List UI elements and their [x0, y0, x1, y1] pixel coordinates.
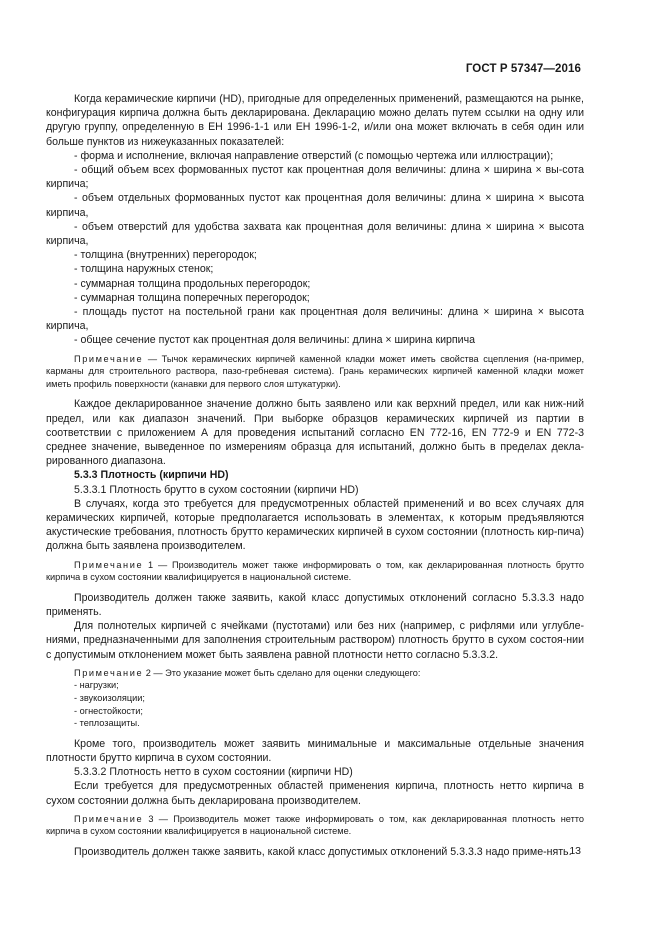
note-2-item: - звукоизоляции; — [74, 693, 145, 704]
note-label: Примечание — [74, 559, 144, 570]
list-item: - суммарная толщина продольных перегородок; — [74, 277, 311, 290]
note-label: Примечание — [74, 667, 144, 678]
note-2-item: - огнестойкости; — [74, 705, 143, 716]
note-text: 2 — Это указание может быть сделано для оценки следующего: — [143, 667, 421, 678]
section-heading-5-3-3-2: 5.3.3.2 Плотность нетто в сухом состоянии (кирпичи HD) — [74, 766, 353, 779]
declared-value-paragraph: Каждое декларированное значение должно быть заявлено или как верхний предел, или как ниж-ний предел, или как диапазон значений. При выборке образцов керамических кирпичей из партии в соответствии с приложением А для проведения испытаний согласно EN 772-16, EN 772-9 и EN 772-3 среднее значение, выведенное по измерениям образца для испытаний, должно быть в пределах декла-рированного диапазона. — [46, 398, 584, 468]
list-item: - толщина наружных стенок; — [74, 263, 214, 276]
standard-header: ГОСТ Р 57347—2016 — [465, 63, 581, 75]
note-1 — [46, 559, 584, 584]
cases-paragraph: В случаях, когда это требуется для предусмотренных областей применений и во всех случаях для керамических кирпичей, которые предполагается использовать в элементах, к которым предъявляются акустические требования, плотность брутто керамических кирпичей в сухом состоянии (плотность кир-пича) должна быть заявлена производителем. — [46, 497, 584, 553]
document-body — [46, 92, 584, 859]
tolerance-class-paragraph: Производитель должен также заявить, какой класс допустимых отклонений согласно 5.3.3.3 надо применять. — [46, 591, 584, 619]
list-item: - общее сечение пустот как процентная доля величины: длина × ширина кирпича — [74, 334, 475, 347]
note-text: 1 — Производитель может также информировать о том, как декларированная плотность брутто кирпича в сухом состоянии квалифицируется в национальной системе. — [46, 559, 584, 583]
note-surface — [46, 353, 584, 391]
intro-paragraph: Когда керамические кирпичи (HD), пригодные для определенных применений, размещаются на рынке, конфигурация кирпича должна быть декларирована. Декларацию можно делать путем ссылки на одну или другую группу, определенную в ЕН 1996-1-1 или ЕН 1996-1-2, и/или она может включать в себя один или больше пунктов из нижеуказанных показателей: — [46, 93, 584, 148]
list-item: - объем отверстий для удобства захвата как процентная доля величины: длина × ширина × высота кирпича, — [46, 220, 584, 248]
note-2 — [46, 667, 584, 680]
list-item: - общий объем всех формованных пустот как процентная доля величины: длина × ширина × вы-сота кирпича; — [46, 164, 584, 191]
solid-bricks-paragraph: Для полнотелых кирпичей с ячейками (пустотами) или без них (например, с рифлями или углубле-ниями, предназначенными для заполнения строительным раствором) плотность брутто в сухом состоя-нии с допустимым отклонением может быть заявлена равной плотности нетто согласно 5.3.3.2. — [46, 620, 584, 661]
section-heading-5-3-3-1: 5.3.3.1 Плотность брутто в сухом состоянии (кирпичи HD) — [74, 483, 359, 496]
note-text: — Тычок керамических кирпичей каменной кладки может иметь свойства сцепления (на-пример, карманы для строительного раствора, пазо-гребневая система). Грань керамических кирпичей каменной кладки может иметь профиль поверхности (канавки для первого слоя штукатурки). — [46, 353, 584, 389]
list-item: - площадь пустот на постельной грани как процентная доля величины: длина × ширина × высота кирпича, — [46, 306, 584, 333]
list-item: - форма и исполнение, включая направление отверстий (с помощью чертежа или иллюстрации); — [74, 149, 554, 162]
note-label: Примечание — [74, 813, 144, 824]
min-max-paragraph: Кроме того, производитель может заявить минимальные и максимальные отдельные значения плотности брутто кирпича в сухом состоянии. — [46, 737, 584, 765]
net-density-paragraph: Если требуется для предусмотренных областей применения кирпича, плотность нетто кирпича в сухом состоянии должна быть декларирована производителем. — [46, 780, 584, 807]
list-item: - суммарная толщина поперечных перегородок; — [74, 291, 310, 304]
list-item: - толщина (внутренних) перегородок; — [74, 249, 257, 262]
tolerance-class-paragraph-2: Производитель должен также заявить, какой класс допустимых отклонений 5.3.3.3 надо приме-нять. — [74, 846, 572, 859]
section-heading-5-3-3: 5.3.3 Плотность (кирпичи HD) — [74, 469, 229, 482]
list-item: - объем отдельных формованных пустот как процентная доля величины: длина × ширина × высота кирпича, — [46, 192, 584, 219]
note-2-item: - теплозащиты. — [74, 718, 140, 729]
note-3 — [46, 813, 584, 838]
note-text: 3 — Производитель может также информировать о том, как декларированная плотность нетто кирпича в сухом состоянии квалифицируется в национальной системе. — [46, 813, 584, 837]
page-number: 13 — [569, 845, 581, 857]
note-2-item: - нагрузки; — [74, 680, 119, 691]
note-label: Примечание — [74, 353, 144, 364]
